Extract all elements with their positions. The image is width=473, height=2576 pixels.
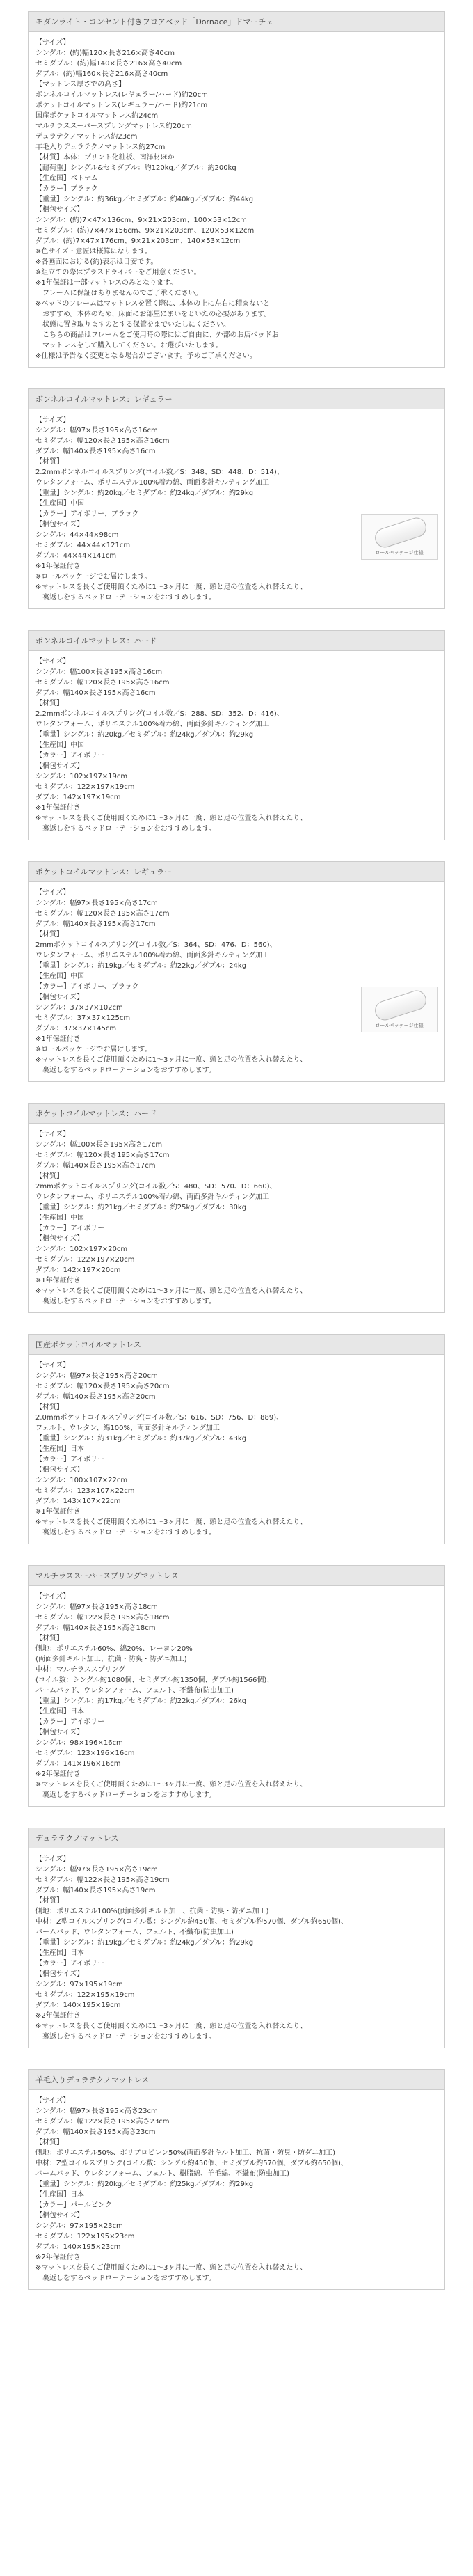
spec-line: ウレタンフォーム、ポリエステル100%着わ綿、両面多針キルティング加工: [35, 952, 269, 959]
spec-line: 【重量】シングル：約19kg／セミダブル：約24kg／ダブル：約29kg: [35, 1939, 254, 1947]
spec-line: 【サイズ】: [35, 2097, 70, 2105]
spec-line: 【サイズ】: [35, 416, 70, 424]
spec-line: ウレタンフォーム、ポリエステル100%着わ綿、両面多針キルティング加工: [35, 1193, 269, 1201]
spec-section: [28, 861, 445, 1082]
spec-line: シングル：102×197×20cm: [35, 1246, 128, 1253]
spec-line: 裏返しをするベッドローテーションをおすすめします。: [35, 2033, 216, 2041]
spec-line: 【重量】シングル：約20kg／セミダブル：約24kg／ダブル：約29kg: [35, 489, 254, 497]
spec-line: 【生産国】日本: [35, 1708, 84, 1715]
spec-line: セミダブル：幅120×長さ195×高さ20cm: [35, 1383, 170, 1390]
spec-line: 【材質】: [35, 458, 63, 466]
spec-line: 裏返しをするベッドローテーションをおすすめします。: [35, 1791, 216, 1799]
spec-line: 【材質】: [35, 700, 63, 707]
spec-line: ※1年保証付き: [35, 563, 81, 570]
spec-line: おすすめ。本体のため、床面にお部屋にまいをといたの必要があります。: [35, 311, 271, 318]
spec-line: 【材質】: [35, 931, 63, 938]
spec-line: 【重量】シングル：約17kg／セミダブル：約22kg／ダブル：26kg: [35, 1697, 247, 1705]
spec-line: シングル：幅97×長さ195×高さ17cm: [35, 900, 158, 907]
spec-line: 【生産国】ベトナム: [35, 175, 98, 182]
spec-line: ダブル：141×196×16cm: [35, 1760, 121, 1768]
spec-line: 2.2mmボンネルコイルスプリング(コイル数／S：288、SD：352、D：416)、: [35, 710, 284, 718]
spec-line: ダブル：幅140×長さ195×高さ16cm: [35, 448, 156, 455]
section-title: ポケットコイルマットレス：レギュラー: [29, 862, 444, 882]
spec-line: ※マットレスを長くご使用頂くために1〜3ヶ月に一度、頭と足の位置を入れ替えたり、: [35, 2264, 307, 2272]
spec-line: シングル：幅97×長さ195×高さ18cm: [35, 1603, 158, 1611]
spec-line: 【カラー】アイボリー、ブラック: [35, 983, 139, 991]
spec-line: マットレスをして購入してください。お選びいたします。: [35, 342, 223, 350]
spec-section: [28, 630, 445, 840]
spec-line: シングル：幅97×長さ195×高さ23cm: [35, 2107, 158, 2115]
section-title: ポケットコイルマットレス：ハード: [29, 1104, 444, 1124]
section-title: デュラテクノマットレス: [29, 1828, 444, 1848]
spec-line: 裏返しをするベッドローテーションをおすすめします。: [35, 1067, 216, 1074]
spec-line: 【生産国】日本: [35, 2191, 84, 2199]
spec-line: ダブル：幅140×長さ195×高さ19cm: [35, 1887, 156, 1894]
spec-line: シングル：幅97×長さ195×高さ19cm: [35, 1866, 158, 1874]
spec-line: ※マットレスを長くご使用頂くために1〜3ヶ月に一度、頭と足の位置を入れ替えたり、: [35, 583, 307, 591]
roll-package-caption: ロールパッケージ仕様: [375, 1023, 424, 1028]
spec-line: 【カラー】アイボリー: [35, 752, 105, 760]
spec-line: 2mmポケットコイルスプリング(コイル数／S：480、SD：570、D：660)、: [35, 1183, 277, 1191]
roll-package-image: [361, 987, 438, 1032]
section-title: 羊毛入りデュラテクノマットレス: [29, 2070, 444, 2090]
spec-line: デュラテクノマットレス約23cm: [35, 133, 138, 141]
spec-line: ダブル：幅140×長さ195×高さ17cm: [35, 1162, 156, 1170]
spec-line: 【カラー】ブラック: [35, 185, 98, 193]
spec-line: ダブル：140×195×23cm: [35, 2243, 121, 2251]
spec-line: ダブル：143×107×22cm: [35, 1498, 121, 1505]
spec-line: ※マットレスを長くご使用頂くために1〜3ヶ月に一度、頭と足の位置を入れ替えたり、: [35, 1287, 307, 1295]
spec-line: シングル：(約)7×47×136cm、9×21×203cm、100×53×12cm: [35, 217, 247, 224]
spec-section: [28, 1828, 445, 2048]
spec-line: ※1年保証付き: [35, 1277, 81, 1285]
spec-line: ※色サイズ・意匠は概算になります。: [35, 248, 152, 256]
spec-line: セミダブル：幅120×長さ195×高さ16cm: [35, 437, 170, 445]
spec-line: 【サイズ】: [35, 1362, 70, 1369]
spec-line: セミダブル：123×107×22cm: [35, 1487, 135, 1495]
spec-line: セミダブル：幅120×長さ195×高さ16cm: [35, 679, 170, 686]
spec-line: ダブル：142×197×20cm: [35, 1266, 121, 1274]
spec-line: ※1年保証付き: [35, 804, 81, 812]
spec-line: 【重量】シングル：約20kg／セミダブル：約25kg／ダブル：約29kg: [35, 2181, 254, 2188]
spec-line: 【サイズ】: [35, 889, 70, 897]
spec-line: 【マットレス厚さでの高さ】: [35, 81, 126, 88]
spec-line: 【カラー】パールピンク: [35, 2201, 112, 2209]
spec-line: 【生産国】中国: [35, 500, 84, 508]
spec-section: [28, 2069, 445, 2290]
spec-line: ダブル：幅140×長さ195×高さ20cm: [35, 1393, 156, 1401]
section-body: [29, 651, 444, 840]
spec-line: ※1年保証付き: [35, 1508, 81, 1516]
spec-line: セミダブル：44×44×121cm: [35, 542, 131, 549]
spec-line: ※2年保証付き: [35, 2012, 81, 2020]
spec-line: ※1年保証は一部マットレスのみとなります。: [35, 279, 177, 287]
spec-line: 裏返しをするベッドローテーションをおすすめします。: [35, 1298, 216, 1305]
section-body: [29, 1124, 444, 1312]
spec-line: ※マットレスを長くご使用頂くために1〜3ヶ月に一度、頭と足の位置を入れ替えたり、: [35, 815, 307, 822]
spec-line: 【生産国】日本: [35, 1949, 84, 1957]
spec-line: ダブル：44×44×141cm: [35, 552, 117, 560]
spec-line: シングル：102×197×19cm: [35, 773, 128, 780]
spec-line: ダブル：幅140×長さ195×高さ16cm: [35, 689, 156, 697]
spec-line: セミダブル：幅122×長さ195×高さ18cm: [35, 1614, 170, 1621]
spec-line: ※マットレスを長くご使用頂くために1〜3ヶ月に一度、頭と足の位置を入れ替えたり、: [35, 1518, 307, 1526]
spec-line: シングル：幅97×長さ195×高さ16cm: [35, 427, 158, 434]
spec-line: 羊毛入りデュラテクノマットレス約27cm: [35, 143, 166, 151]
spec-line: 裏返しをするベッドローテーションをおすすめします。: [35, 1529, 216, 1537]
spec-line: 【耐荷重】シングル&セミダブル：約120kg／ダブル：約200kg: [35, 164, 236, 172]
spec-line: フェルト、ウレタン、綿100%、両面多針キルティング加工: [35, 1424, 220, 1432]
spec-line: 【生産国】中国: [35, 1214, 84, 1222]
spec-line: ※組立ての際はプラスドライバーをご用意ください。: [35, 269, 201, 276]
spec-line: ウレタンフォーム、ポリエステル100%着わ綿、両面多針キルティング加工: [35, 721, 269, 728]
spec-section: [28, 1565, 445, 1807]
section-title: ボンネルコイルマットレス：レギュラー: [29, 389, 444, 409]
spec-line: ※1年保証付き: [35, 1035, 81, 1043]
spec-line: ボンネルコイルマットレス(レギュラー/ハード)約20cm: [35, 91, 208, 99]
spec-line: 【サイズ】: [35, 658, 70, 666]
section-body: [29, 1586, 444, 1806]
spec-line: ダブル：140×195×19cm: [35, 2002, 121, 2009]
roll-package-image: [361, 514, 438, 560]
section-body: [29, 409, 444, 608]
spec-section: [28, 388, 445, 609]
spec-line: シングル：100×107×22cm: [35, 1477, 128, 1484]
spec-line: ※マットレスを長くご使用頂くために1〜3ヶ月に一度、頭と足の位置を入れ替えたり、: [35, 1056, 307, 1064]
spec-line: シングル：37×37×102cm: [35, 1004, 123, 1012]
spec-line: 状態に置き取りますのとする保管をまでいたしにください。: [35, 321, 230, 329]
spec-line: ポケットコイルマットレス(レギュラー/ハード)約21cm: [35, 102, 208, 109]
spec-line: 【梱包サイズ】: [35, 1729, 84, 1736]
spec-line: ※ロールパッケージでお届けします。: [35, 1046, 152, 1053]
spec-line: ※ロールパッケージでお届けします。: [35, 573, 152, 581]
spec-line: 側地：ポリエステル100%(両面多針キルト加工、抗菌・防臭・防ダニ加工): [35, 1908, 269, 1915]
spec-line: ※2年保証付き: [35, 1770, 81, 1778]
spec-line: (コイル数：シングル約1080個、セミダブル約1350個、ダブル約1566個)、: [35, 1676, 274, 1684]
spec-line: 【サイズ】: [35, 1131, 70, 1138]
section-body: [29, 32, 444, 367]
spec-line: ※仕様は予告なく変更となる場合がございます。予めご了承ください。: [35, 352, 257, 360]
spec-line: 【重量】シングル：約19kg／セミダブル：約22kg／ダブル：24kg: [35, 962, 247, 970]
section-body: [29, 2090, 444, 2289]
spec-line: シングル：幅97×長さ195×高さ20cm: [35, 1372, 158, 1380]
spec-line: バームバッド、ウレタンフォーム、フェルト、樹脂綿、羊毛綿、不織布(防虫加工): [35, 2170, 289, 2178]
spec-line: セミダブル：幅120×長さ195×高さ17cm: [35, 1152, 170, 1159]
spec-line: 【カラー】アイボリー: [35, 1225, 105, 1232]
spec-line: 側地：ポリエステル60%、綿20%、レーヨン20%: [35, 1645, 193, 1653]
spec-line: 【梱包サイズ】: [35, 994, 84, 1001]
spec-line: ダブル：(約)7×47×176cm、9×21×203cm、140×53×12cm: [35, 237, 241, 245]
spec-line: シングル：(約)幅120×長さ216×高さ40cm: [35, 49, 175, 57]
rolled-mattress-icon: [373, 988, 429, 1023]
spec-line: シングル：幅100×長さ195×高さ16cm: [35, 668, 163, 676]
spec-line: ※ベッドのフレームはマットレスを置く際に、本体の上に左右に積まないと: [35, 300, 271, 308]
spec-line: セミダブル：123×196×16cm: [35, 1750, 135, 1757]
spec-line: 中材：Z型コイルスプリング(コイル数：シングル約450個、セミダブル約570個、ダブル約650個)、: [35, 1918, 348, 1926]
spec-line: ※2年保証付き: [35, 2254, 81, 2261]
spec-line: シングル：44×44×98cm: [35, 531, 119, 539]
spec-line: バームバッド、ウレタンフォーム、フェルト、不織布(防虫加工): [35, 1929, 234, 1936]
spec-line: ダブル：幅140×長さ195×高さ17cm: [35, 920, 156, 928]
spec-line: 中材：Z型コイルスプリング(コイル数：シングル約450個、セミダブル約570個、ダブル約650個)、: [35, 2160, 348, 2167]
spec-line: 2.0mmポケットコイルスプリング(コイル数／S：616、SD：756、D：889)、: [35, 1414, 284, 1422]
spec-line: こちらの商品はフレームをご使用時の際にはご自由に、外部のお店ベッドお: [35, 331, 279, 339]
spec-line: 側地：ポリエステル50%、ポリプロピレン50%(両面多針キルト加工、抗菌・防臭・防ダニ加工): [35, 2149, 336, 2157]
spec-line: 【材質】: [35, 1404, 63, 1411]
spec-line: 【サイズ】: [35, 1593, 70, 1601]
spec-line: 裏返しをするベッドローテーションをおすすめします。: [35, 594, 216, 602]
section-body: [29, 1355, 444, 1544]
spec-line: 【重量】シングル：約36kg／セミダブル：約40kg／ダブル：約44kg: [35, 196, 254, 203]
spec-line: セミダブル：幅122×長さ195×高さ23cm: [35, 2118, 170, 2126]
spec-line: セミダブル：122×197×20cm: [35, 1256, 135, 1264]
spec-line: 【カラー】アイボリー: [35, 1456, 105, 1463]
spec-line: ※各画面における(約)表示は目安です。: [35, 258, 158, 266]
spec-line: 【重量】シングル：約31kg／セミダブル：約37kg／ダブル：43kg: [35, 1435, 247, 1443]
section-title: モダンライト・コンセント付きフロアベッド「Dornace」ドマーチェ: [29, 12, 444, 32]
spec-line: マルチラススーパースプリングマットレス約20cm: [35, 123, 192, 130]
spec-section: [28, 1334, 445, 1544]
roll-package-caption: ロールパッケージ仕様: [375, 550, 424, 556]
spec-line: シングル：幅100×長さ195×高さ17cm: [35, 1141, 163, 1149]
spec-line: 【サイズ】: [35, 39, 70, 47]
spec-line: 【カラー】アイボリー: [35, 1718, 105, 1726]
spec-line: シングル：97×195×19cm: [35, 1981, 123, 1988]
spec-line: セミダブル：122×195×19cm: [35, 1991, 135, 1999]
spec-line: 【梱包サイズ】: [35, 1235, 84, 1243]
section-body: [29, 882, 444, 1081]
rolled-mattress-icon: [373, 515, 429, 550]
spec-line: ウレタンフォーム、ポリエステル100%着わ綿、両面多針キルティング加工: [35, 479, 269, 487]
spec-line: ダブル：幅140×長さ195×高さ18cm: [35, 1624, 156, 1632]
spec-line: バームバッド、ウレタンフォーム、フェルト、不織布(防虫加工): [35, 1687, 234, 1695]
spec-line: セミダブル：(約)7×47×156cm、9×21×203cm、120×53×12cm: [35, 227, 255, 235]
spec-line: 【生産国】中国: [35, 741, 84, 749]
spec-line: ダブル：142×197×19cm: [35, 794, 121, 801]
spec-line: セミダブル：122×195×23cm: [35, 2233, 135, 2240]
section-body: [29, 1848, 444, 2048]
spec-line: 【生産国】日本: [35, 1445, 84, 1453]
spec-line: セミダブル：122×197×19cm: [35, 783, 135, 791]
spec-line: 【梱包サイズ】: [35, 762, 84, 770]
spec-line: 【梱包サイズ】: [35, 206, 84, 214]
spec-line: 【カラー】アイボリー、ブラック: [35, 510, 139, 518]
spec-line: 【材質】: [35, 1897, 63, 1905]
spec-line: フレームに保証はありませんのでご了承ください。: [35, 290, 202, 297]
spec-line: 裏返しをするベッドローテーションをおすすめします。: [35, 2275, 216, 2282]
spec-line: 【生産国】中国: [35, 973, 84, 980]
spec-line: シングル：97×195×23cm: [35, 2222, 123, 2230]
spec-line: 【梱包サイズ】: [35, 1466, 84, 1474]
spec-line: 【梱包サイズ】: [35, 1970, 84, 1978]
spec-line: 【材質】本体：プリント化粧板、南洋材ほか: [35, 154, 175, 162]
spec-line: 国産ポケットコイルマットレス約24cm: [35, 112, 159, 120]
spec-line: 【重量】シングル：約21kg／セミダブル：約25kg／ダブル：30kg: [35, 1204, 247, 1211]
spec-line: シングル：98×196×16cm: [35, 1739, 123, 1747]
spec-line: 【梱包サイズ】: [35, 521, 84, 528]
spec-line: 裏返しをするベッドローテーションをおすすめします。: [35, 825, 216, 833]
spec-line: セミダブル：37×37×125cm: [35, 1014, 131, 1022]
spec-line: ダブル：幅140×長さ195×高さ23cm: [35, 2128, 156, 2136]
section-title: ボンネルコイルマットレス：ハード: [29, 631, 444, 651]
spec-line: 2mmポケットコイルスプリング(コイル数／S：364、SD：476、D：560)、: [35, 941, 277, 949]
spec-line: 【カラー】アイボリー: [35, 1960, 105, 1968]
spec-section: [28, 11, 445, 368]
spec-line: 【材質】: [35, 1635, 63, 1642]
spec-section: [28, 1103, 445, 1313]
spec-line: ※マットレスを長くご使用頂くために1〜3ヶ月に一度、頭と足の位置を入れ替えたり、: [35, 2023, 307, 2030]
spec-line: 2.2mmボンネルコイルスプリング(コイル数／S：348、SD：448、D：514)、: [35, 469, 284, 476]
spec-line: 【材質】: [35, 2139, 63, 2146]
section-title: 国産ポケットコイルマットレス: [29, 1335, 444, 1355]
spec-line: 【梱包サイズ】: [35, 2212, 84, 2220]
spec-line: (両面多針キルト加工、抗菌・防臭・防ダニ加工): [35, 1656, 187, 1663]
spec-line: ダブル：37×37×145cm: [35, 1025, 117, 1032]
spec-line: セミダブル：幅120×長さ195×高さ17cm: [35, 910, 170, 918]
spec-line: セミダブル：(約)幅140×長さ216×高さ40cm: [35, 60, 182, 68]
spec-line: セミダブル：幅122×長さ195×高さ19cm: [35, 1876, 170, 1884]
spec-line: ※マットレスを長くご使用頂くために1〜3ヶ月に一度、頭と足の位置を入れ替えたり、: [35, 1781, 307, 1789]
spec-line: 中材：マルチラススプリング: [35, 1666, 126, 1674]
spec-line: ダブル：(約)幅160×長さ216×高さ40cm: [35, 70, 168, 78]
spec-line: 【サイズ】: [35, 1855, 70, 1863]
spec-line: 【材質】: [35, 1172, 63, 1180]
section-title: マルチラススーパースプリングマットレス: [29, 1566, 444, 1586]
spec-line: 【重量】シングル：約20kg／セミダブル：約24kg／ダブル：約29kg: [35, 731, 254, 739]
